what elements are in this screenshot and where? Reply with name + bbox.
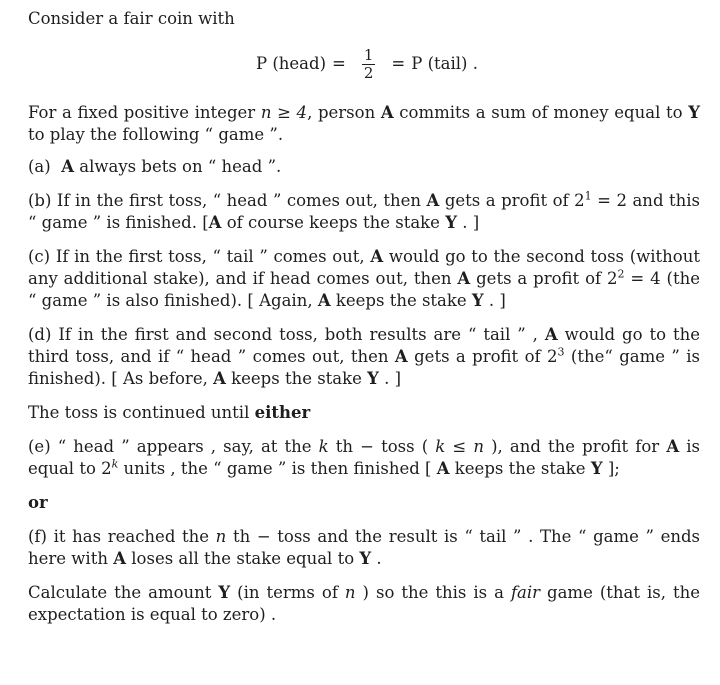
formula-lhs: P (head) (256, 54, 327, 73)
item-c-person-3: A (317, 291, 331, 310)
fraction-numerator: 1 (363, 45, 374, 64)
item-b-person: A (426, 191, 440, 210)
item-e-text-7: ]; (602, 459, 620, 478)
item-b-text-2: gets a profit of 2 (439, 191, 585, 210)
setup-text-4: to play the following “ game ”. (28, 125, 284, 144)
item-d-text-3: gets a profit of 2 (407, 347, 558, 366)
question-text-2: (in terms of (230, 583, 345, 602)
question-paragraph (28, 582, 700, 626)
item-b-stake: Y (445, 213, 457, 232)
item-e-stake: Y (590, 459, 603, 478)
item-c-text-4: = 4 (the “ game ” is also finished). [ Again, (28, 269, 701, 310)
item-d-person-3: A (213, 369, 226, 388)
item-d-text-4: (the“ game ” is finished). [ As before, (28, 347, 701, 388)
continued-text-1: The toss is continued until (28, 403, 255, 422)
item-c-text-1: If in the first toss, “ tail ” comes out, (50, 247, 371, 266)
item-e-text-3: ), and the profit for (483, 437, 667, 456)
item-f-text-4: . (371, 549, 382, 568)
question-text-1: Calculate the amount (28, 583, 219, 602)
question-stake: Y (218, 583, 231, 602)
question-text-3: ) so the this is a (355, 583, 511, 602)
item-f (28, 526, 700, 570)
formula-fraction (362, 47, 376, 82)
item-b-text-1: If in the first toss, “ head ” comes out, then (51, 191, 427, 210)
item-e-label: (e) (28, 437, 51, 456)
item-e-text-5: units , the “ game ” is then finished [ (118, 459, 437, 478)
formula-rhs: P (tail) . (411, 54, 478, 73)
or-word: or (28, 493, 48, 512)
item-f-text-3: loses all the stake equal to (126, 549, 360, 568)
item-b-text-3: = 2 and this “ game ” is finished. [ (28, 191, 701, 232)
item-b-exponent: 1 (584, 189, 592, 203)
item-e-text-4: is equal to 2 (28, 437, 700, 478)
intro-text: Consider a fair coin with (28, 9, 235, 28)
item-e-text-6: keeps the stake (449, 459, 591, 478)
item-b-label: (b) (28, 191, 52, 210)
item-a (28, 156, 700, 178)
item-c-stake: Y (471, 291, 484, 310)
item-d-person: A (544, 325, 558, 344)
item-c-text-3: gets a profit of 2 (470, 269, 618, 288)
item-f-n: n (215, 527, 227, 546)
item-d-text-2: would go to the third toss, and if “ head ” comes out, then (28, 325, 700, 366)
item-f-text-2: th − toss and the result is “ tail ” . The “ game ” ends here with (28, 527, 700, 568)
item-d-person-2: A (394, 347, 408, 366)
item-f-stake: Y (359, 549, 372, 568)
item-e-exponent: k (111, 457, 119, 471)
question-n: n (344, 583, 356, 602)
item-d-text-1: If in the first and second toss, both results are “ tail ” , (51, 325, 545, 344)
item-c-exponent: 2 (617, 267, 625, 281)
item-f-person: A (113, 549, 127, 568)
item-c-person-2: A (457, 269, 471, 288)
continued-either: either (254, 403, 311, 422)
item-a-person: A (61, 157, 75, 176)
question-fair: fair (510, 583, 541, 602)
question-text-4: game (that is, the expectation is equal to zero) . (28, 583, 700, 624)
item-a-text: always bets on “ head ”. (74, 157, 282, 176)
item-d-stake: Y (367, 369, 379, 388)
item-b-text-5: . ] (456, 213, 480, 232)
setup-text-2: , person (307, 103, 381, 122)
setup-text-1: For a fixed positive integer (28, 103, 261, 122)
item-c-text-5: keeps the stake (330, 291, 472, 310)
item-c-person: A (370, 247, 384, 266)
setup-stake: Y (688, 103, 700, 122)
formula-equals-1: = (332, 54, 346, 73)
item-c (28, 246, 700, 312)
setup-text-3: commits a sum of money equal to (393, 103, 689, 122)
item-d-exponent: 3 (557, 345, 565, 359)
setup-person: A (380, 103, 394, 122)
item-c-text-2: would go to the second toss (without any additional stake), and if head comes out, then (28, 247, 700, 288)
setup-condition: n ≥ 4 (260, 103, 308, 122)
item-e-person: A (666, 437, 680, 456)
item-a-label: (a) (28, 157, 51, 176)
item-e (28, 436, 700, 480)
item-e-condition: k ≤ n (435, 437, 484, 456)
item-e-text-1: “ head ” appears , say, at the (50, 437, 319, 456)
item-b-text-4: of course keeps the stake (221, 213, 446, 232)
item-e-person-2: A (436, 459, 450, 478)
item-f-label: (f) (28, 527, 47, 546)
or-text (28, 492, 700, 514)
problem-document (28, 8, 700, 626)
item-d-label: (d) (28, 325, 52, 344)
continued-text (28, 402, 700, 424)
formula-equals-2: = (391, 54, 406, 73)
probability-formula (256, 36, 700, 92)
item-b (28, 190, 700, 234)
item-c-label: (c) (28, 247, 51, 266)
item-d-text-6: . ] (378, 369, 402, 388)
item-e-k: k (318, 437, 329, 456)
item-d (28, 324, 700, 390)
item-c-text-6: . ] (483, 291, 506, 310)
item-f-text-1: it has reached the (46, 527, 216, 546)
fraction-denominator: 2 (363, 63, 374, 82)
item-b-person-2: A (208, 213, 222, 232)
setup-paragraph (28, 102, 700, 146)
item-e-text-2: th − toss ( (328, 437, 436, 456)
item-d-text-5: keeps the stake (225, 369, 368, 388)
